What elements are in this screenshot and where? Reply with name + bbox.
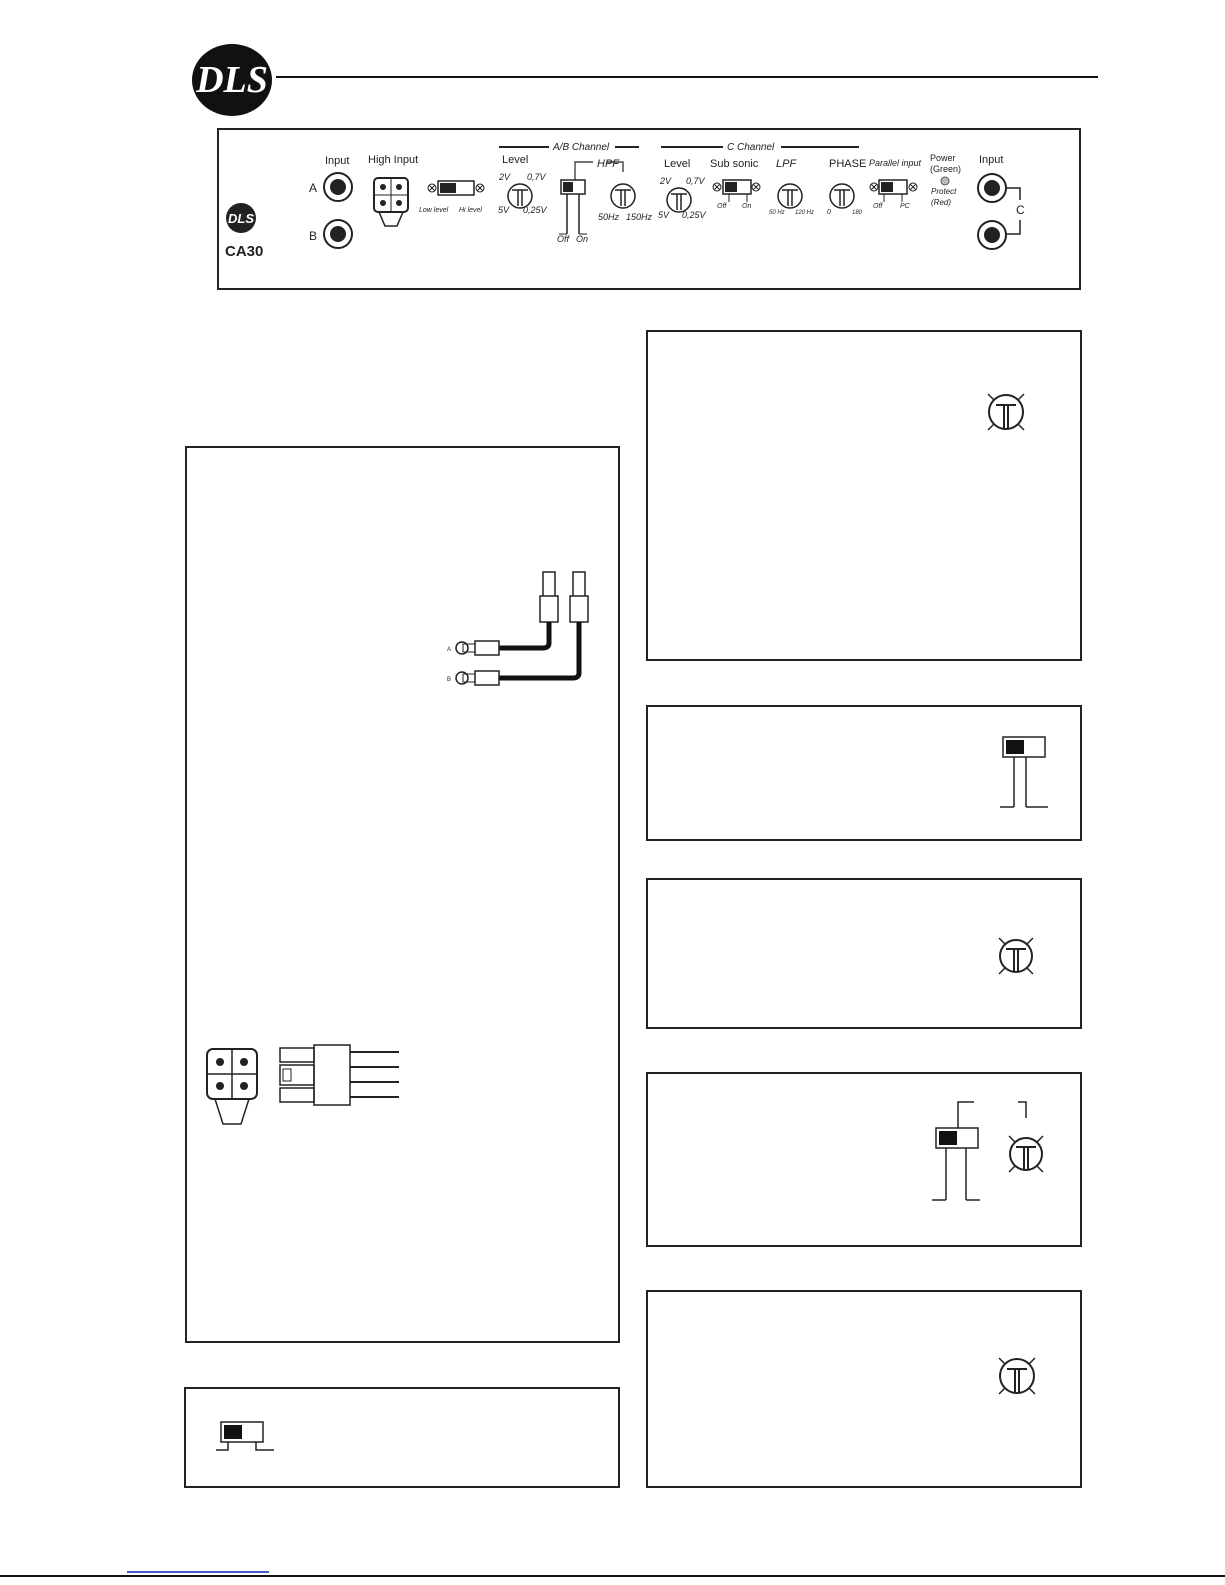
footer-rule <box>0 1575 1225 1577</box>
svg-text:Off: Off <box>557 234 570 244</box>
lpf-knob[interactable] <box>778 184 802 208</box>
input-connection-box <box>185 446 620 1343</box>
hpf-frequency-knob[interactable] <box>611 184 635 208</box>
phase-knob-box <box>646 1290 1082 1488</box>
svg-text:Off: Off <box>873 203 883 210</box>
svg-text:0,7V: 0,7V <box>527 172 546 182</box>
panel-logo <box>226 203 256 233</box>
svg-text:120 Hz: 120 Hz <box>795 210 815 216</box>
svg-text:2V: 2V <box>499 172 511 182</box>
input-a-label: A <box>309 181 318 195</box>
lpf-label: LPF <box>776 158 797 170</box>
lpf-knob-box <box>646 878 1082 1029</box>
svg-text:50 Hz: 50 Hz <box>769 210 785 216</box>
svg-text:0,25V: 0,25V <box>523 205 547 215</box>
slide-switch-icon <box>1000 737 1048 807</box>
knob-icon <box>999 1358 1035 1394</box>
slide-switch-icon <box>216 1422 274 1450</box>
logo-text: DLS <box>196 59 268 101</box>
rca-jack-a[interactable] <box>324 173 352 201</box>
low-level-label: Low level <box>419 207 449 214</box>
svg-text:Off: Off <box>717 203 727 210</box>
high-input-label: High Input <box>368 154 419 166</box>
rca-jack-c1[interactable] <box>978 174 1006 202</box>
ab-channel-label: A/B Channel <box>553 142 610 153</box>
phase-knob[interactable] <box>830 184 854 208</box>
ab-level-label: Level <box>502 154 529 166</box>
svg-text:On: On <box>576 234 589 244</box>
dls-logo <box>190 42 274 118</box>
green-label: (Green) <box>930 164 962 174</box>
knob-icon <box>999 938 1033 974</box>
parallel-input-label: Parallel input <box>869 158 922 168</box>
svg-text:PC: PC <box>900 203 910 210</box>
level-select-switch[interactable] <box>428 181 484 195</box>
hpf-switch[interactable] <box>559 162 623 234</box>
hpf-switch-knob-box <box>646 1072 1082 1247</box>
subsonic-switch[interactable] <box>713 180 760 202</box>
footer-link-underline[interactable] <box>127 1571 269 1573</box>
input-label: Input <box>325 155 350 167</box>
high-input-plug-diagram <box>207 1045 399 1124</box>
subsonic-switch-box <box>646 705 1082 841</box>
high-input-connector[interactable] <box>374 178 408 226</box>
phase-label: PHASE <box>829 158 867 170</box>
rca-jack-c2[interactable] <box>978 221 1006 249</box>
power-led <box>941 177 949 185</box>
svg-text:0,25V: 0,25V <box>682 210 706 220</box>
svg-text:0: 0 <box>827 209 831 216</box>
c-input-letter: C <box>1016 203 1025 217</box>
red-label: (Red) <box>931 198 952 207</box>
svg-text:On: On <box>742 203 752 210</box>
slide-switch-icon <box>932 1102 1026 1200</box>
knob-icon <box>988 394 1024 430</box>
svg-text:5V: 5V <box>498 205 510 215</box>
rca-jack-b[interactable] <box>324 220 352 248</box>
c-level-knob[interactable] <box>667 188 691 212</box>
input-b-label: B <box>309 229 318 243</box>
hi-level-label: Hi level <box>459 207 482 214</box>
svg-text:0,7V: 0,7V <box>686 176 705 186</box>
model-label: CA30 <box>225 243 264 260</box>
power-label: Power <box>930 153 956 163</box>
svg-text:180: 180 <box>852 210 863 216</box>
c-input-label: Input <box>979 154 1004 166</box>
knob-icon <box>1009 1136 1043 1172</box>
level-knob-box <box>646 330 1082 661</box>
hpf-label: HPF <box>597 158 619 170</box>
front-panel <box>217 128 1081 290</box>
svg-text:2V: 2V <box>660 176 672 186</box>
rca-cable-illustration <box>447 572 588 685</box>
rca-b-label: B <box>447 677 452 683</box>
subsonic-label: Sub sonic <box>710 158 759 170</box>
rca-a-label: A <box>447 647 452 653</box>
protect-label: Protect <box>931 187 957 196</box>
header-rule <box>276 76 1098 78</box>
c-level-label: Level <box>664 158 691 170</box>
svg-text:150Hz: 150Hz <box>626 212 653 222</box>
svg-text:DLS: DLS <box>228 211 254 226</box>
parallel-input-switch[interactable] <box>870 180 917 202</box>
svg-text:50Hz: 50Hz <box>598 212 620 222</box>
level-switch-box <box>184 1387 620 1488</box>
c-channel-label: C Channel <box>727 142 775 153</box>
svg-text:5V: 5V <box>658 210 670 220</box>
ab-level-knob[interactable] <box>508 184 532 208</box>
